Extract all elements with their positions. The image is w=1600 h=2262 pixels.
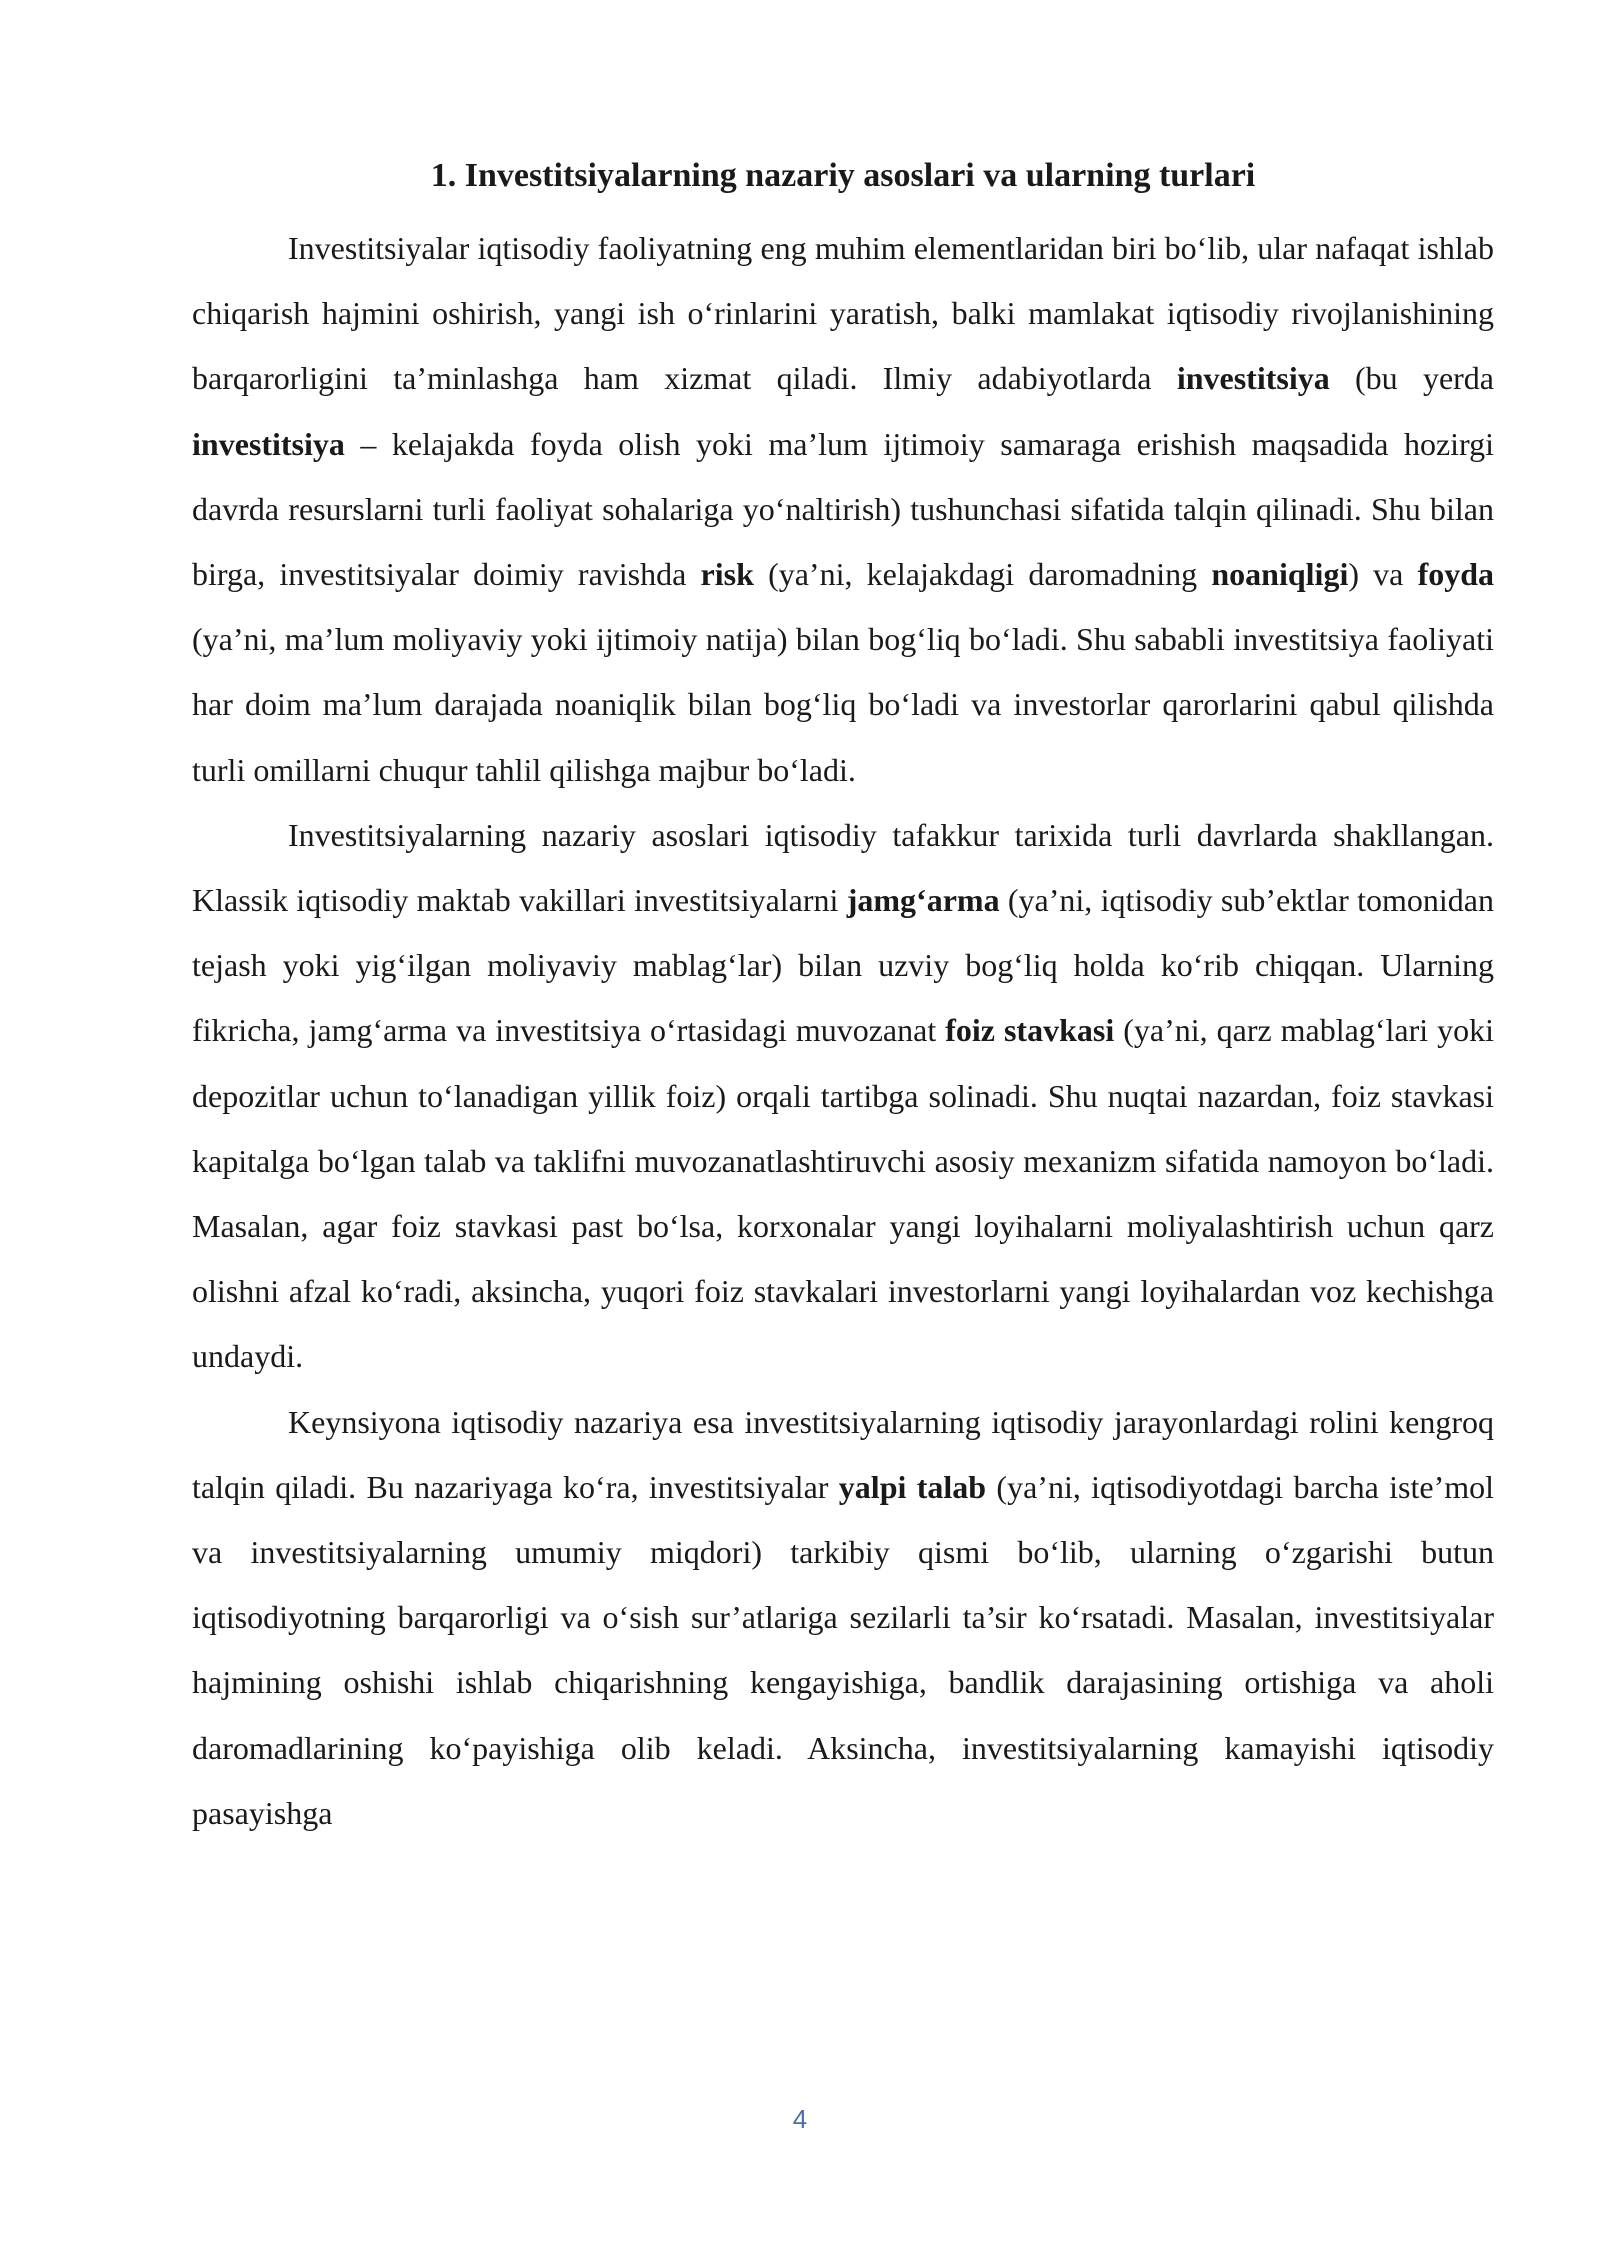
document-page (192, 150, 1494, 1846)
paragraph-text: (ya’ni, iqtisodiy sub’ektlar tomonidan tejash yoki yig‘ilgan moliyaviy mablag‘lar) bilan uzviy bog‘liq holda ko‘rib chiqqan. Ularning fikricha, jamg‘arma va investitsiya o‘rtasidagi muvozanat (192, 882, 1495, 1049)
bold-term: investitsiya (1176, 360, 1330, 397)
paragraph-text: Investitsiyalarning nazariy asoslari iqtisodiy tafakkur tarixida turli davrlarda shakllangan. Klassik iqtisodiy maktab vakillari investitsiyalarni (192, 816, 1494, 919)
bold-term: investitsiya (192, 425, 345, 462)
paragraph-text: Investitsiyalar iqtisodiy faoliyatning eng muhim elementlaridan biri bo‘lib, ular nafaqat ishlab chiqarish hajmini oshirish, yangi ish o‘rinlarini yaratish, balki mamlakat iqtisodiy rivojlanishining barqarorligini ta’minlashga ham xizmat qiladi. Ilmiy adabiyotlarda (192, 230, 1494, 397)
paragraph (192, 803, 1494, 1390)
paragraph-text: Keynsiyona iqtisodiy nazariya esa investitsiyalarning iqtisodiy jarayonlardagi rolini kengroq talqin qiladi. Bu nazariyaga ko‘ra, investitsiyalar (192, 1403, 1494, 1505)
bold-term: risk (700, 556, 754, 593)
paragraph (192, 1390, 1494, 1846)
paragraph-text: ) va (1348, 556, 1418, 593)
paragraph-text: (ya’ni, qarz mablag‘lari yoki depozitlar uchun to‘lanadigan yillik foiz) orqali tartibga solinadi. Shu nuqtai nazardan, foiz stavkasi kapitalga bo‘lgan talab va taklifni muvozanatlashtiruvchi asosiy mexanizm sifatida namoyon bo‘ladi. Masalan, agar foiz stavkasi past bo‘lsa, korxonalar yangi loyihalarni moliyalashtirish uchun qarz olishni afzal ko‘radi, aksincha, yuqori foiz stavkalari investorlarni yangi loyihalardan voz kechishga undaydi. (192, 1012, 1495, 1375)
bold-term: noaniqligi (1211, 556, 1349, 593)
section-heading: 1. Investitsiyalarning nazariy asoslari va ularning turlari (430, 157, 1256, 194)
paragraph-text: (ya’ni, kelajakdagi daromadning (753, 556, 1212, 593)
paragraph-text: (ya’ni, iqtisodiyotdagi barcha iste’mol va investitsiyalarning umumiy miqdori) tarkibiy qismi bo‘lib, ularning o‘zgarishi butun iqtisodiyotning barqarorligi va o‘sish sur’atlariga sezilarli ta’sir ko‘rsatadi. Masalan, investitsiyalar hajmining oshishi ishlab chiqarishning kengayishiga, bandlik darajasining ortishiga va aholi daromadlarining ko‘payishiga olib keladi. Aksincha, investitsiyalarning kamayishi iqtisodiy pasayishga (192, 1468, 1495, 1831)
bold-term: jamg‘arma (846, 882, 1000, 919)
bold-term: foiz stavkasi (945, 1012, 1115, 1049)
paragraph (192, 216, 1494, 803)
bold-term: yalpi talab (838, 1468, 987, 1505)
paragraph-text: (bu yerda (1329, 360, 1495, 397)
paragraph-text: – kelajakda foyda olish yoki ma’lum ijtimoiy samaraga erishish maqsadida hozirgi davrda resurslarni turli faoliyat sohalariga yo‘naltirish) tushunchasi sifatida talqin qilinadi. Shu bilan birga, investitsiyalar doimiy ravishda (192, 425, 1494, 593)
paragraph-text: (ya’ni, ma’lum moliyaviy yoki ijtimoiy natija) bilan bog‘liq bo‘ladi. Shu sababli investitsiya faoliyati har doim ma’lum darajada noaniqlik bilan bog‘liq bo‘ladi va investorlar qarorlarini qabul qilishda turli omillarni chuqur tahlil qilishga majbur bo‘ladi. (192, 621, 1494, 788)
bold-term: foyda (1417, 556, 1495, 593)
page-number: 4 (792, 2104, 808, 2134)
